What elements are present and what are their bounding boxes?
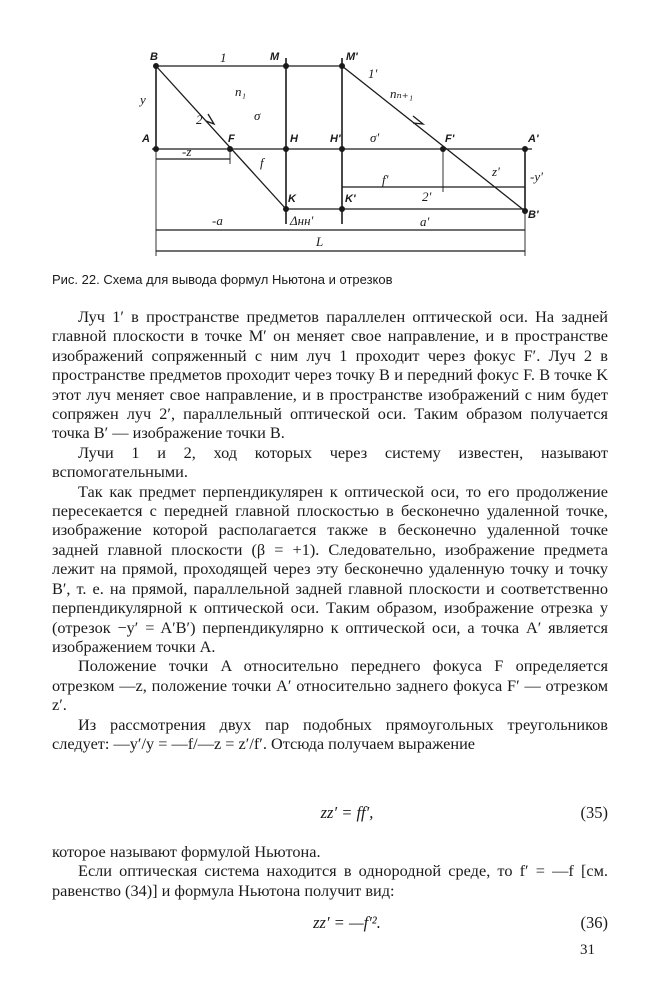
ray-2 — [156, 66, 286, 209]
after-eq35: которое называют формулой Ньютона. — [52, 842, 321, 861]
label-A-prime: A' — [528, 133, 539, 145]
equation-36-formula: zz′ = —f′². — [313, 913, 381, 932]
paragraph-1: Луч 1′ в пространстве предметов параллелен оптической оси. На задней главной плоскости в точке M′ он меняет свое направление, и в пространстве изображений сопряженный с ним луч 1 проходит через фокус F′. Луч 2 в пространстве предметов проходит через точку B и передний фокус F. В точке K этот луч меняет свое направление, и в пространстве изображений с ним будет сопряжен луч 2′, параллельный оптической оси. Таким образом получается точка B′ — изображение точки B. — [52, 307, 608, 443]
label-delta-hh: Δнн' — [290, 213, 314, 228]
equation-35-number: (35) — [580, 803, 608, 822]
label-sigma-prime: σ' — [370, 130, 380, 145]
label-neg-z: -z — [182, 144, 192, 159]
label-M: M — [270, 51, 280, 63]
label-z-prime: z' — [492, 164, 500, 179]
figure-22 — [100, 36, 580, 266]
equation-35 — [52, 803, 608, 825]
label-F-prime: F' — [445, 133, 455, 145]
label-ray1: 1 — [220, 50, 227, 65]
label-B-prime: B' — [528, 209, 539, 221]
label-neg-y-prime: -y' — [530, 169, 543, 184]
label-y: y — [140, 92, 146, 107]
label-sigma: σ — [254, 108, 261, 123]
equation-36 — [52, 913, 608, 935]
paragraph-4: Положение точки A относительно переднего фокуса F определяется отрезком —z, положение точки A′ относительно заднего фокуса F′ — отрезком z′. — [52, 656, 608, 715]
ray-1-prime-arrow — [413, 116, 423, 124]
optical-scheme-diagram — [100, 36, 580, 266]
label-nq1: nₙ₊₁ — [390, 86, 414, 101]
label-f: f — [260, 155, 264, 170]
paragraph-5: Из рассмотрения двух пар подобных прямоугольных треугольников следует: —y′/y = —f/—z = z′/f′. Отсюда получаем выражение — [52, 714, 608, 753]
label-H-prime: H' — [330, 133, 341, 145]
paragraph-2: Лучи 1 и 2, ход которых через систему известен, называют вспомогательными. — [52, 442, 608, 482]
label-B: B — [150, 51, 158, 63]
paragraph-6: Если оптическая система находится в однородной среде, то f′ = —f [см. равенство (34)] и формула Ньютона получит вид: — [52, 861, 608, 900]
equation-35-formula: zz′ = ff′, — [320, 803, 374, 822]
paragraph-3: Так как предмет перпендикулярен к оптической оси, то его продолжение пересекается с передней главной плоскостью в бесконечно удаленной точке, изображение которой располагается также в бесконечно удаленной точке задней главной плоскости (β = +1). Следовательно, изображение предмета лежит на прямой, проходящей через эту бесконечно удаленную точку и точку B′, т. е. на прямой, параллельной задней главной плоскости и соответственно перпендикулярной к оптической оси. Таким образом, изображение отрезка y (отрезок −y′ = A′B′) перпендикулярно к оптической оси, а точка A′ является изображением точки A. — [52, 481, 608, 656]
main-text — [52, 307, 608, 753]
label-K: K — [288, 193, 296, 205]
label-A: A — [142, 133, 150, 145]
label-L: L — [316, 234, 324, 249]
equation-36-number: (36) — [580, 913, 608, 932]
label-neg-a: -a — [212, 213, 223, 228]
label-n1: n₁ — [235, 84, 247, 99]
label-ray1-prime: 1' — [368, 66, 378, 81]
label-K-prime: K' — [345, 193, 356, 205]
label-F: F — [228, 133, 235, 145]
label-f-prime: f' — [382, 172, 389, 187]
figure-caption: Рис. 22. Схема для вывода формул Ньютона и отрезков — [52, 272, 393, 287]
label-ray2-prime: 2' — [422, 189, 432, 204]
label-ray2: 2 — [196, 112, 203, 127]
label-M-prime: M' — [346, 51, 358, 63]
page-number: 31 — [580, 942, 595, 958]
label-a-prime: a' — [420, 214, 430, 229]
after-eq35-text — [52, 842, 608, 900]
label-H: H — [290, 133, 298, 145]
